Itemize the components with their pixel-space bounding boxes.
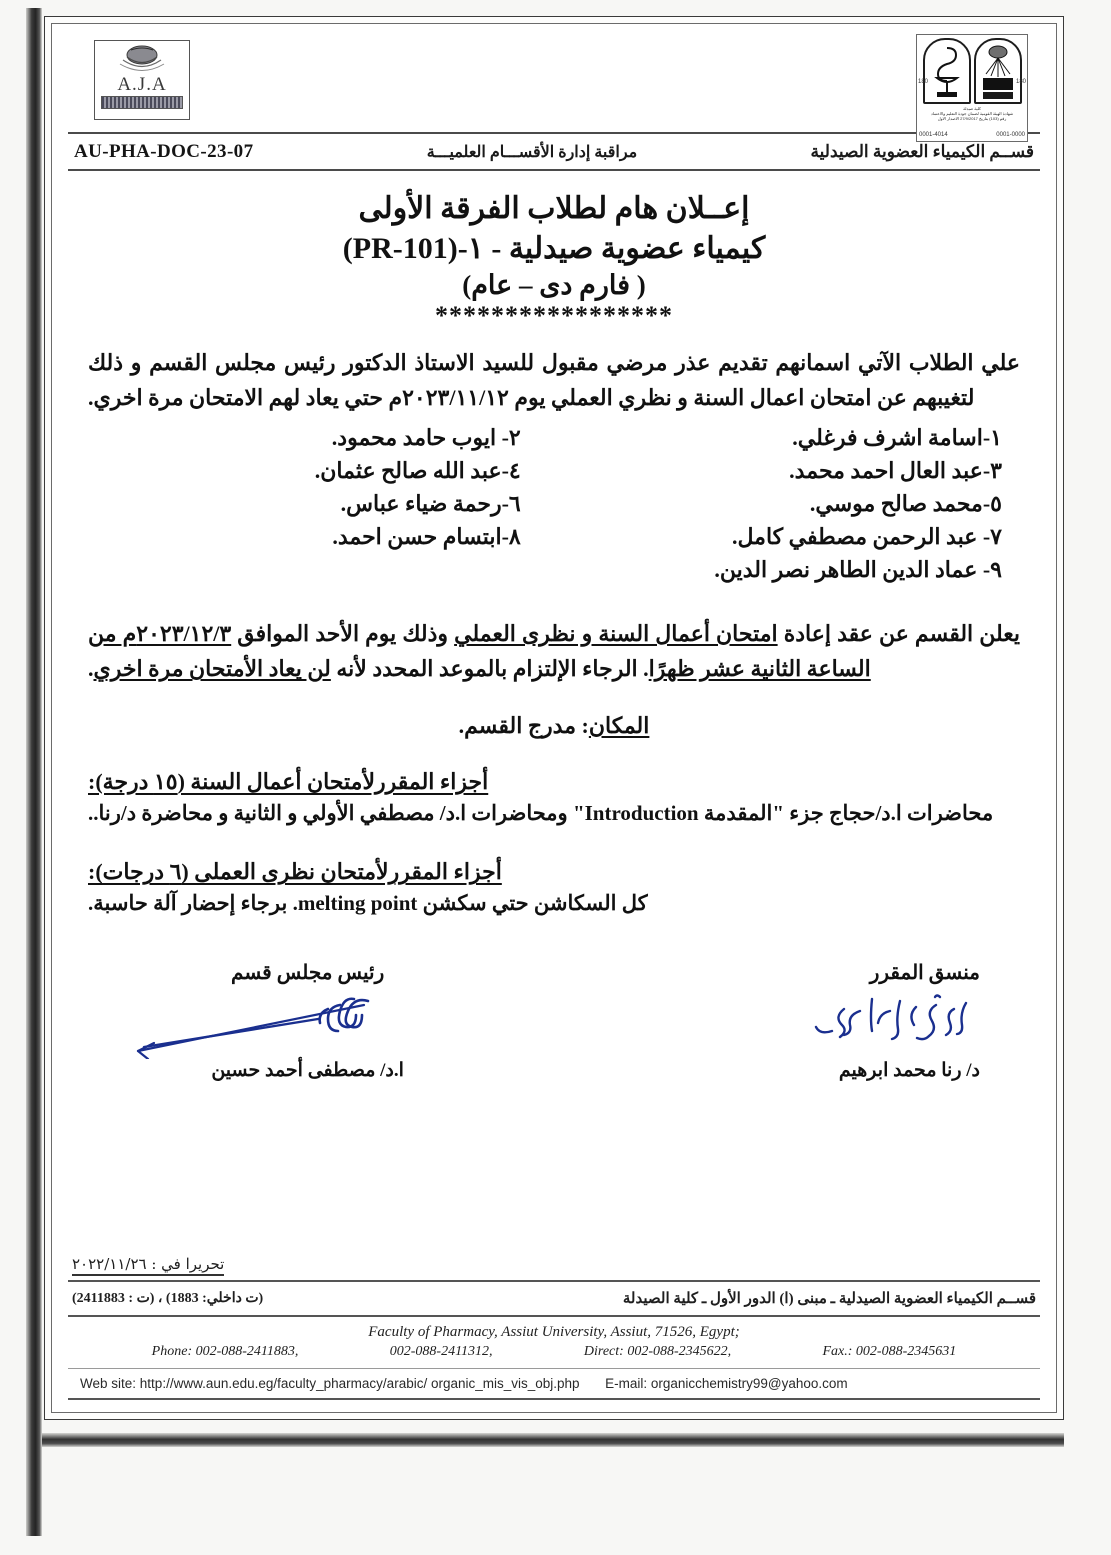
place-label: المكان xyxy=(588,712,650,738)
page-inner-border xyxy=(51,23,1057,1413)
footer-fax: Fax.: 002-088-2345631 xyxy=(822,1344,957,1359)
signature-area xyxy=(88,960,1020,1082)
footer-contact-line xyxy=(66,1342,1042,1364)
student-name: ٨-ابتسام حسن احمد. xyxy=(332,523,521,549)
place-line xyxy=(88,713,1020,739)
intro-paragraph: علي الطلاب الآتي اسمانهم تقديم عذر مرضي مقبول للسيد الاستاذ الدكتور رئيس مجلس القسم و ذلك لتغيبهم عن امتحان اعمال السنة و نظري العملي يوم ٢٠٢٣/١١/١٢م حتي يعاد لهم الامتحان مرة اخري. xyxy=(88,350,1020,410)
student-row xyxy=(88,520,1020,553)
student-row xyxy=(88,421,1020,454)
section-year-work-body: محاضرات ا.د/حجاج جزء "المقدمة Introduction" ومحاضرات ا.د/ مصطفي الأولي و الثانية و محاضرة د/رنا.. xyxy=(88,800,994,825)
signature-head-role: رئيس مجلس قسم xyxy=(231,961,385,984)
scan-edge-left xyxy=(26,8,42,1536)
footer-divider-3 xyxy=(68,1368,1040,1369)
revision-date: تحريرا في : ٢٠٢٢/١١/٢٦ xyxy=(72,1255,224,1276)
student-name: ٥-محمد صالح موسي. xyxy=(809,490,1002,516)
footer-divider-1 xyxy=(68,1280,1040,1282)
student-name: ٢- ايوب حامد محمود. xyxy=(331,424,521,450)
footer-divider-2 xyxy=(68,1315,1040,1317)
seal-number-right: 180 xyxy=(1015,79,1026,85)
signature-coordinator xyxy=(601,960,980,1082)
footer-email[interactable]: organicchemistry99@yahoo.com xyxy=(650,1376,848,1391)
page-content xyxy=(52,24,1056,1412)
section-year-work xyxy=(88,769,1020,830)
title-line-2: كيمياء عضوية صيدلية - ١-(PR-101) xyxy=(342,231,766,265)
title-line-1: إعــلان هام لطلاب الفرقة الأولى xyxy=(358,192,750,225)
footer-web-label: Web site: xyxy=(80,1376,137,1391)
footer-direct: Direct: 002-088-2345622, xyxy=(583,1344,732,1359)
student-row xyxy=(88,487,1020,520)
footer-english-block xyxy=(66,1321,1042,1364)
section-practical-heading: أجزاء المقررلأمتحان نظرى العملى (٦ درجات): xyxy=(88,859,502,885)
handwritten-signature-icon xyxy=(740,985,980,1059)
retake-seg-1: يعلن القسم عن عقد إعادة xyxy=(777,620,1021,646)
footer-phone-1: Phone: 002-088-2411883, xyxy=(151,1344,299,1359)
header-middle-label: مراقبة إدارة الأقســـام العلميـــة xyxy=(426,144,638,161)
header-department: قســم الكيمياء العضوية الصيدلية xyxy=(810,142,1034,161)
student-name: ٩- عماد الدين الطاهر نصر الدين. xyxy=(714,556,1002,582)
revision-stamp xyxy=(66,1255,1042,1276)
aja-logo-text: A.J.A xyxy=(117,74,167,95)
section-practical-body: كل السكاشن حتي سكشن melting point. برجاء إحضار آلة حاسبة. xyxy=(88,891,648,916)
retake-seg-5: . الرجاء الإلتزام بالموعد المحدد لأنه xyxy=(330,656,649,682)
footer-phones-arabic: (ت داخلي: 1883) ، (ت : 2411883) xyxy=(72,1291,264,1306)
student-name: ١-اسامة اشرف فرغلي. xyxy=(792,424,1002,450)
footer-department: قســم الكيمياء العضوية الصيدلية ـ مبنى (ا) الدور الأول ـ كلية الصيدلة xyxy=(622,1291,1036,1307)
retake-seg-3: وذلك يوم الأحد الموافق xyxy=(231,620,455,646)
place-value: : مدرج القسم. xyxy=(458,712,589,738)
footer-divider-4 xyxy=(68,1398,1040,1400)
retake-paragraph xyxy=(88,616,1020,687)
signature-coordinator-name: د/ رنا محمد ابرهيم xyxy=(838,1059,980,1081)
retake-seg-7: . xyxy=(88,656,94,682)
student-name: ٦-رحمة ضياء عباس. xyxy=(340,490,521,516)
footer-arabic-row xyxy=(66,1286,1042,1311)
footer-phone-2: 002-088-2411312, xyxy=(389,1344,493,1359)
student-name: ٤-عبد الله صالح عثمان. xyxy=(314,457,521,483)
seal-caption xyxy=(920,106,1024,121)
document-page xyxy=(44,16,1064,1420)
section-year-work-heading: أجزاء المقررلأمتحان أعمال السنة (١٥ درجة): xyxy=(88,768,489,794)
footer-faculty-line: Faculty of Pharmacy, Assiut University, Assiut, 71526, Egypt; xyxy=(368,1324,740,1340)
signature-head-name: ا.د/ مصطفى أحمد حسين xyxy=(211,1059,404,1081)
aja-logo-bar xyxy=(101,96,183,109)
logo-row xyxy=(66,24,1042,138)
handwritten-signature-icon xyxy=(118,985,388,1059)
title-line-3: ( فارم دى – عام) xyxy=(462,270,646,301)
section-practical xyxy=(88,859,1020,920)
student-row xyxy=(88,454,1020,487)
footer-email-label: E-mail: xyxy=(605,1376,648,1391)
seal-arches xyxy=(920,38,1024,104)
scan-edge-bottom xyxy=(42,1433,1064,1447)
signature-coordinator-ink xyxy=(601,985,980,1059)
title-star-separator: ***************** xyxy=(435,300,673,330)
signature-coordinator-role: منسق المقرر xyxy=(869,961,980,984)
university-seal xyxy=(916,34,1028,142)
student-name: ٧- عبد الرحمن مصطفي كامل. xyxy=(732,523,1002,549)
header-doc-code: AU-PHA-DOC-23-07 xyxy=(74,141,254,162)
globe-icon xyxy=(113,44,171,74)
retake-seg-2-underlined: امتحان أعمال السنة و نظرى العملي xyxy=(454,620,778,646)
seal-code-left: 0001-4014 xyxy=(919,132,948,138)
pharmacy-emblem-icon xyxy=(923,38,971,104)
header-row xyxy=(66,134,1042,169)
retake-seg-6-underlined: لن يعاد الأمتحان مرة اخري xyxy=(93,656,331,682)
aja-logo xyxy=(94,40,190,120)
footer-web-url[interactable]: http://www.aun.edu.eg/faculty_pharmacy/arabic/ organic_mis_vis_obj.php xyxy=(139,1376,580,1391)
seal-number-left: 180 xyxy=(918,79,929,85)
student-name: ٣-عبد العال احمد محمد. xyxy=(789,457,1002,483)
signature-head-ink xyxy=(118,985,497,1059)
retake-seg-4-underlined: ٢٠٢٣/١٢/٣م من الساعة الثانية عشر ظهرًا xyxy=(88,620,871,682)
seal-caption-line3: رقم (103) بتاريخ 27/9/2017 الاصدار الاول xyxy=(937,116,1007,121)
university-emblem-icon xyxy=(974,38,1022,104)
seal-caption-line2: شهادة الهيئة القومية لضمان جودة التعليم والاعتماد xyxy=(930,111,1014,116)
footer-web-row xyxy=(66,1373,1042,1394)
seal-code-right: 0001-0000 xyxy=(996,132,1025,138)
document-footer xyxy=(52,1255,1056,1412)
student-list xyxy=(88,421,1020,586)
seal-caption-line1: كلية صيدلة xyxy=(963,106,981,111)
signature-head xyxy=(118,960,497,1082)
document-body xyxy=(66,171,1042,1082)
